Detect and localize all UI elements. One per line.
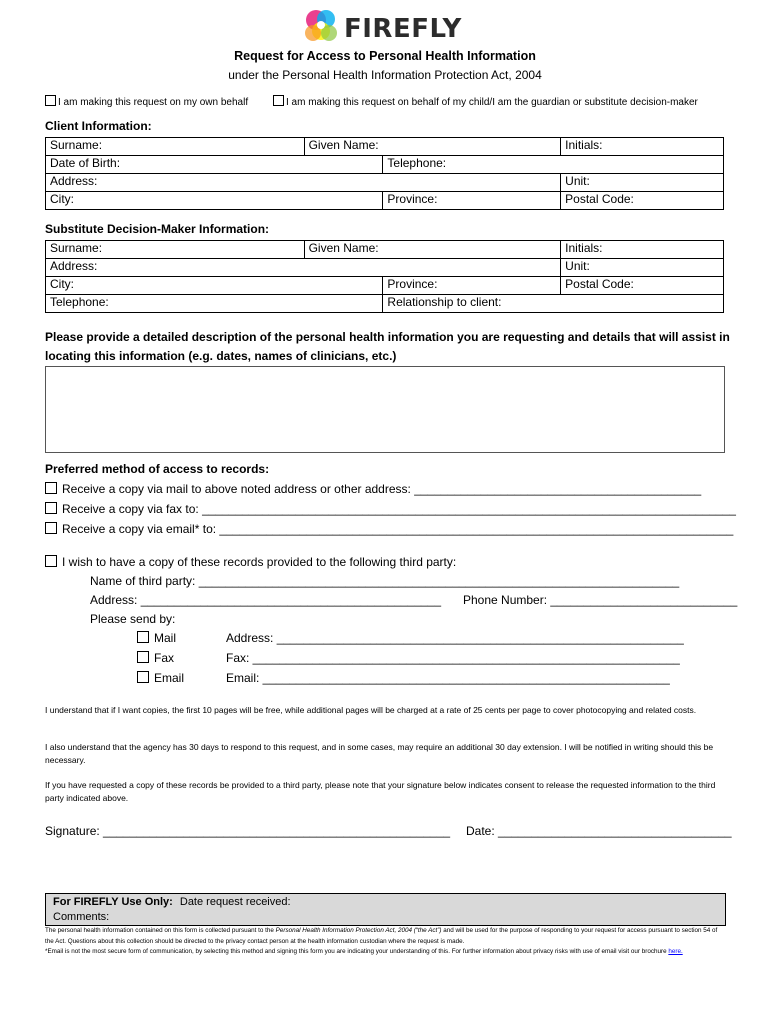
collection-notice bbox=[45, 925, 725, 947]
access-email-label: Receive a copy via email* to: _____________________________________________________________________________ bbox=[62, 522, 734, 536]
act-name: Personal Health Information Protection Act, 2004 (“the Act”) bbox=[275, 927, 442, 934]
date-received-field[interactable]: Date request received: bbox=[179, 896, 291, 908]
access-fax-checkbox[interactable] bbox=[45, 502, 57, 514]
sdm-info-table bbox=[45, 240, 724, 313]
third-party-label: I wish to have a copy of these records provided to the following third party: bbox=[62, 555, 457, 569]
third-party-name-field[interactable]: Name of third party: ________________________________________________________________________ bbox=[90, 574, 680, 588]
access-email-checkbox[interactable] bbox=[45, 522, 57, 534]
description-textarea[interactable] bbox=[45, 366, 725, 453]
sdm-province-field[interactable]: Province: bbox=[383, 277, 561, 295]
send-email-label: Email bbox=[154, 671, 185, 685]
copies-note: I understand that if I want copies, the first 10 pages will be free, while additional pages will be charged at a rate of 25 cents per page to cover photocopying and related costs. bbox=[45, 705, 697, 715]
email-security-notice bbox=[45, 946, 725, 957]
client-given-name-field[interactable]: Given Name: bbox=[304, 138, 561, 156]
sdm-telephone-field[interactable]: Telephone: bbox=[46, 295, 383, 313]
send-fax-number-field[interactable]: Fax: ________________________________________________________________ bbox=[226, 651, 680, 665]
send-mail-option[interactable] bbox=[137, 631, 176, 645]
client-unit-field[interactable]: Unit: bbox=[561, 174, 724, 192]
sdm-postal-field[interactable]: Postal Code: bbox=[561, 277, 724, 295]
firefly-logo bbox=[300, 6, 460, 48]
send-email-option[interactable] bbox=[137, 671, 184, 685]
sdm-unit-field[interactable]: Unit: bbox=[561, 259, 724, 277]
child-behalf-checkbox[interactable] bbox=[273, 95, 284, 106]
comments-field[interactable]: Comments: bbox=[53, 911, 110, 923]
collection-notice-text: The personal health information contained on this form is collected pursuant to the bbox=[45, 927, 276, 934]
send-fax-option[interactable] bbox=[137, 651, 174, 665]
send-by-label: Please send by: bbox=[90, 612, 176, 626]
own-behalf-option[interactable] bbox=[45, 95, 248, 108]
send-mail-checkbox[interactable] bbox=[137, 631, 149, 643]
response-time-note: I also understand that the agency has 30 days to respond to this request, and in some cases, may require an additional 30 day extension. I will be notified in writing should this be necessary. bbox=[45, 742, 714, 765]
third-party-checkbox[interactable] bbox=[45, 555, 57, 567]
child-behalf-option[interactable] bbox=[273, 95, 698, 108]
sdm-address-field[interactable]: Address: bbox=[46, 259, 561, 277]
access-fax-label: Receive a copy via fax to: ________________________________________________________________________________ bbox=[62, 502, 736, 516]
client-dob-field[interactable]: Date of Birth: bbox=[46, 156, 383, 174]
client-info-heading: Client Information: bbox=[45, 119, 152, 133]
form-title: Request for Access to Personal Health Information bbox=[234, 49, 536, 63]
collection-notice-text-2: and will be used for the purpose of responding to your request for access pursuant to section 54 of the Act. Questions about this collection should be directed to the privacy contact person at the health information custodian where the request is made. bbox=[45, 927, 718, 945]
form-subtitle: under the Personal Health Information Protection Act, 2004 bbox=[228, 68, 542, 82]
access-mail-option[interactable] bbox=[45, 482, 701, 496]
send-email-address-field[interactable]: Email: _____________________________________________________________ bbox=[226, 671, 670, 685]
firefly-logo-icon bbox=[300, 6, 344, 48]
logo-text: FIREFLY bbox=[344, 14, 462, 44]
consent-note: If you have requested a copy of these records be provided to a third party, please note that your signature below indicates consent to release the requested information to the third party indicated above. bbox=[45, 780, 716, 803]
send-fax-checkbox[interactable] bbox=[137, 651, 149, 663]
access-mail-checkbox[interactable] bbox=[45, 482, 57, 494]
access-fax-option[interactable] bbox=[45, 502, 736, 516]
third-party-phone-field[interactable]: Phone Number: ____________________________ bbox=[463, 593, 738, 607]
client-info-table bbox=[45, 137, 724, 210]
access-mail-label: Receive a copy via mail to above noted address or other address: ___________________________________________ bbox=[62, 482, 702, 496]
email-notice-text: *Email is not the most secure form of communication, by selecting this method and signing this form you are indicating your understanding of this. For further information about privacy risks with use of email visit our brochure bbox=[45, 948, 669, 955]
date-field[interactable]: Date: ___________________________________ bbox=[466, 824, 732, 838]
description-prompt: Please provide a detailed description of the personal health information you are requesting and details that will assist in locating this information (e.g. dates, names of clinicians, etc.) bbox=[45, 330, 730, 363]
send-email-checkbox[interactable] bbox=[137, 671, 149, 683]
sdm-initials-field[interactable]: Initials: bbox=[561, 241, 724, 259]
sdm-given-name-field[interactable]: Given Name: bbox=[304, 241, 561, 259]
child-behalf-label: I am making this request on behalf of my child/I am the guardian or substitute decision-maker bbox=[286, 97, 698, 108]
client-telephone-field[interactable]: Telephone: bbox=[383, 156, 724, 174]
firefly-use-only-box bbox=[45, 893, 726, 926]
client-initials-field[interactable]: Initials: bbox=[561, 138, 724, 156]
client-city-field[interactable]: City: bbox=[46, 192, 383, 210]
sdm-info-heading: Substitute Decision-Maker Information: bbox=[45, 222, 270, 236]
own-behalf-checkbox[interactable] bbox=[45, 95, 56, 106]
send-mail-address-field[interactable]: Address: _____________________________________________________________ bbox=[226, 631, 684, 645]
sdm-relationship-field[interactable]: Relationship to client: bbox=[383, 295, 724, 313]
access-heading: Preferred method of access to records: bbox=[45, 462, 270, 476]
signature-field[interactable]: Signature: ____________________________________________________ bbox=[45, 824, 451, 838]
client-province-field[interactable]: Province: bbox=[383, 192, 561, 210]
send-fax-label: Fax bbox=[154, 651, 175, 665]
third-party-option[interactable] bbox=[45, 555, 456, 569]
send-mail-label: Mail bbox=[154, 631, 177, 645]
own-behalf-label: I am making this request on my own behalf bbox=[58, 97, 249, 108]
firefly-use-label: For FIREFLY Use Only: bbox=[53, 896, 173, 908]
sdm-surname-field[interactable]: Surname: bbox=[46, 241, 305, 259]
access-email-option[interactable] bbox=[45, 522, 733, 536]
sdm-city-field[interactable]: City: bbox=[46, 277, 383, 295]
client-address-field[interactable]: Address: bbox=[46, 174, 561, 192]
client-postal-field[interactable]: Postal Code: bbox=[561, 192, 724, 210]
client-surname-field[interactable]: Surname: bbox=[46, 138, 305, 156]
brochure-link[interactable]: here. bbox=[668, 948, 683, 955]
third-party-address-field[interactable]: Address: _____________________________________________ bbox=[90, 593, 442, 607]
